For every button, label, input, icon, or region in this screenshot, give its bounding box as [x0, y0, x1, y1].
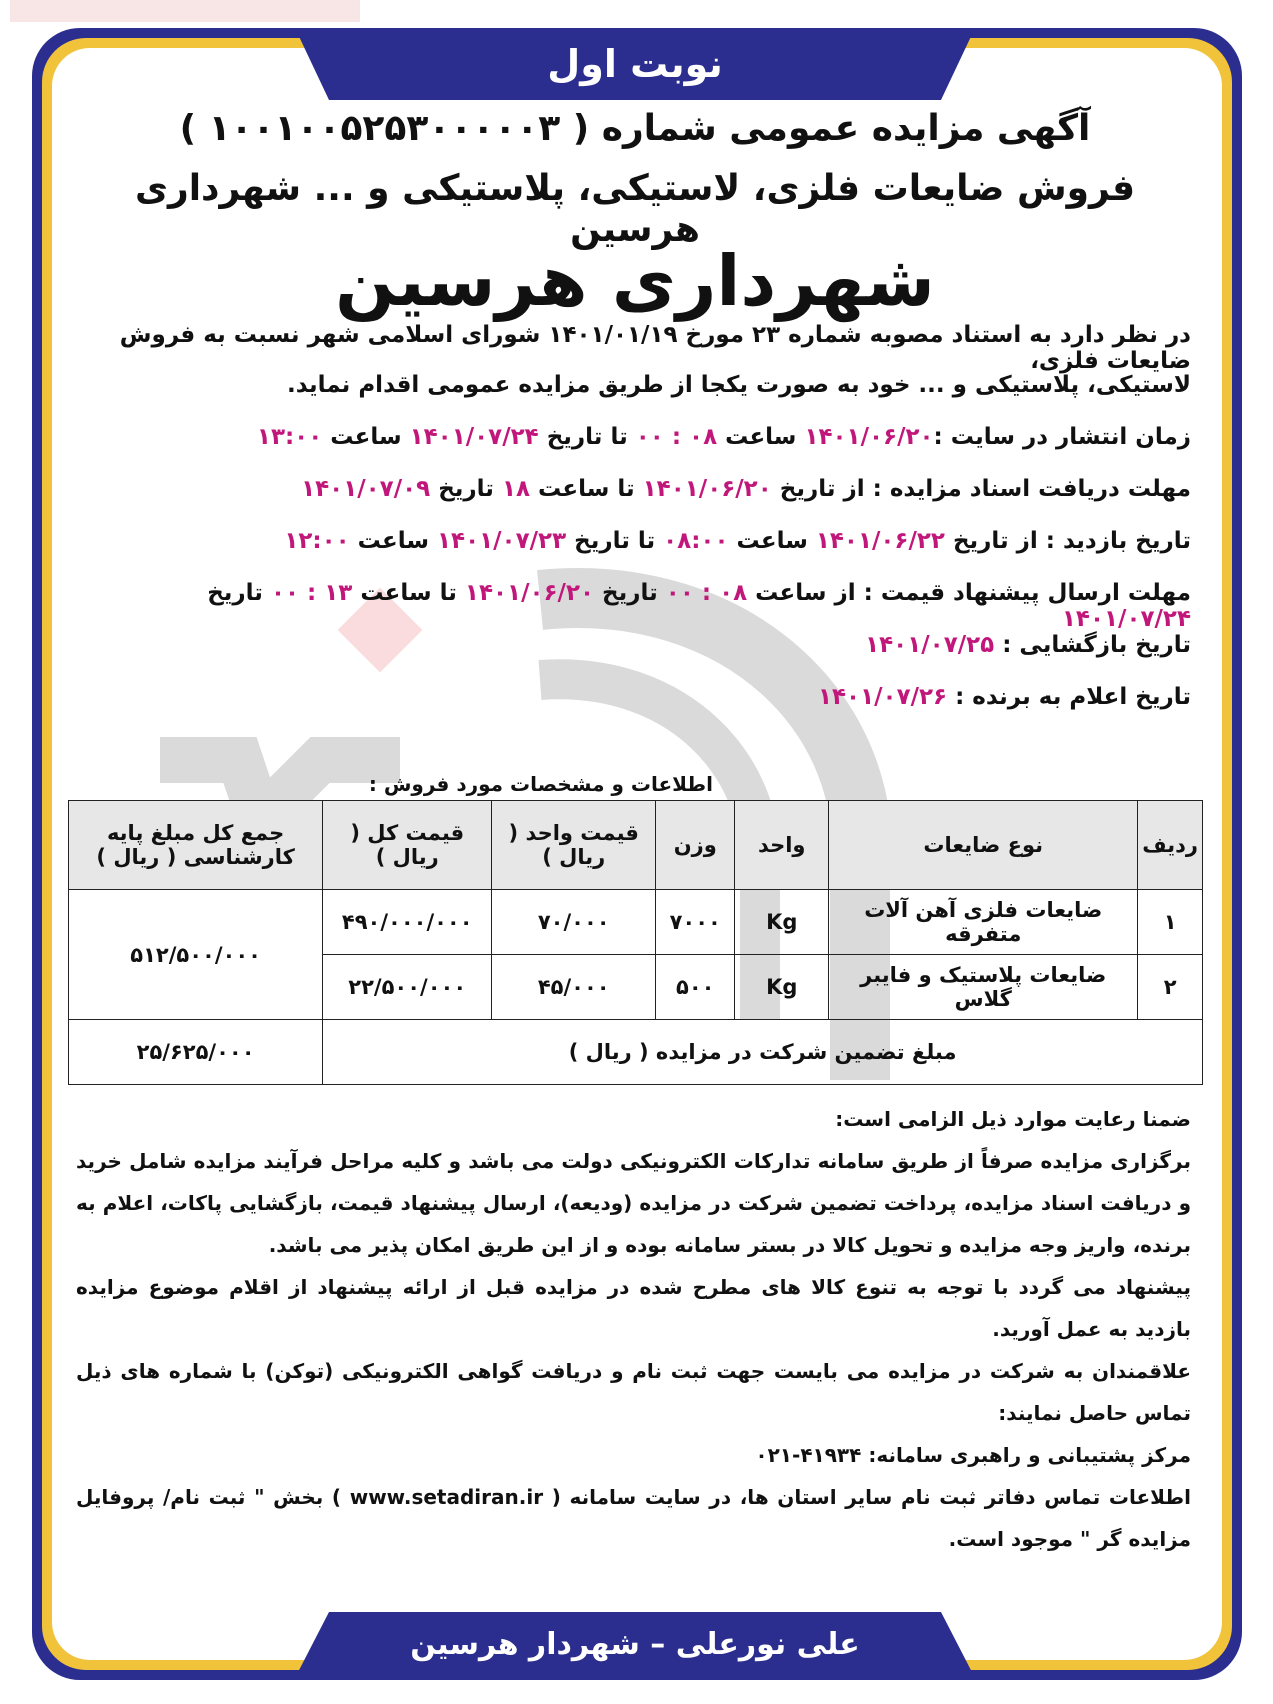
guarantee-row: [69, 1020, 1203, 1085]
schedule-value: ساعت: [717, 424, 805, 450]
schedule-value: ۱۴۰۱/۰۷/۲۴: [409, 424, 539, 450]
schedule-value: ساعت: [728, 528, 816, 554]
unit: Kg: [735, 890, 829, 955]
schedule-value: ۱۴۰۱/۰۷/۰۹: [301, 476, 431, 502]
grand-total: ۵۱۲/۵۰۰/۰۰۰: [69, 890, 323, 1020]
total-price: ۲۲/۵۰۰/۰۰۰: [323, 955, 492, 1020]
schedule-value: ۰۸ : ۰۰: [665, 580, 748, 606]
schedule-value: تاریخ: [430, 476, 502, 502]
schedule-label: مهلت دریافت اسناد مزایده : از تاریخ: [771, 476, 1191, 502]
weight: ۵۰۰: [656, 955, 735, 1020]
notes-support-center: مرکز پشتیبانی و راهبری سامانه: ۴۱۹۳۴-۰۲۱: [755, 1443, 1191, 1467]
schedule-label: تاریخ بازگشایی :: [994, 632, 1191, 658]
schedule-value: تا تاریخ: [538, 424, 636, 450]
schedule-value: ۱۴۰۱/۰۶/۲۲: [815, 528, 945, 554]
schedule-line: [81, 580, 1191, 632]
unit: Kg: [735, 955, 829, 1020]
waste-type: ضایعات پلاستیک و فایبر گلاس: [829, 955, 1138, 1020]
schedule-value: ساعت: [322, 424, 410, 450]
schedule-value: ۱۴۰۱/۰۷/۲۳: [437, 528, 567, 554]
row-number: ۲: [1138, 955, 1203, 1020]
auction-subtitle: فروش ضایعات فلزی، لاستیکی، پلاستیکی و ... شهرداری هرسین: [134, 168, 1136, 250]
schedule-value: ۱۴۰۱/۰۷/۲۴: [1061, 606, 1191, 632]
schedule-value: تاریخ: [207, 580, 271, 606]
schedule-value: تا ساعت: [530, 476, 643, 502]
schedule-value: ۱۴۰۱/۰۶/۲۰: [804, 424, 934, 450]
table-header-row: [69, 801, 1203, 890]
schedule-value: ۰۸:۰۰: [663, 528, 729, 554]
schedule-line: [81, 684, 1191, 710]
schedule-value: تا تاریخ: [566, 528, 664, 554]
col-header-total: قیمت کل ( ریال ): [323, 801, 492, 890]
items-table: [68, 800, 1203, 1085]
weight: ۷۰۰۰: [656, 890, 735, 955]
schedule-label: زمان انتشار در سایت :: [933, 424, 1191, 450]
col-header-unit-price: قیمت واحد ( ریال ): [492, 801, 656, 890]
corner-watermark-strip: [10, 0, 360, 22]
table-row: [69, 890, 1203, 955]
unit-price: ۷۰/۰۰۰: [492, 890, 656, 955]
notes-paragraph-1: برگزاری مزایده صرفاً از طریق سامانه تدارکات الکترونیکی دولت می باشد و کلیه مراحل فرآیند مزایده شامل خرید و دریافت اسناد مزایده، پرداخت تضمین شرکت در مزایده (ودیعه)، ارسال پیشنهاد قیمت، بازگشایی پاکات، اعلام به برنده، واریز وجه مزایده و تحویل کالا در بستر سامانه بوده و از این طریق امکان پذیر می باشد.: [76, 1149, 1191, 1257]
schedule-value: تا ساعت: [352, 580, 465, 606]
schedule-label: تاریخ اعلام به برنده :: [947, 684, 1191, 710]
organization-name: شهرداری هرسین: [335, 240, 935, 322]
intro-line-1: در نظر دارد به استناد مصوبه شماره ۲۳ مورخ ۱۴۰۱/۰۱/۱۹ شورای اسلامی شهر نسبت به فروش ضایعات فلزی،: [119, 322, 1191, 374]
guarantee-label: مبلغ تضمین شرکت در مزایده ( ریال ): [323, 1020, 1203, 1085]
schedule-value: تاریخ: [594, 580, 666, 606]
notes-paragraph-5: اطلاعات تماس دفاتر ثبت نام سایر استان ها، در سایت سامانه ( www.setadiran.ir ) بخش " ثبت نام/ پروفایل مزایده گر " موجود است.: [76, 1485, 1191, 1551]
schedule-label: مهلت ارسال پیشنهاد قیمت : از ساعت: [747, 580, 1191, 606]
notes-heading: ضمنا رعایت موارد ذیل الزامی است:: [835, 1107, 1191, 1131]
table-caption: اطلاعات و مشخصات مورد فروش :: [368, 772, 713, 796]
schedule-value: ۱۴۰۱/۰۶/۲۰: [642, 476, 772, 502]
mayor-signature: علی نورعلی – شهردار هرسین: [410, 1627, 860, 1662]
schedule-line: [81, 632, 1191, 658]
total-price: ۴۹۰/۰۰۰/۰۰۰: [323, 890, 492, 955]
schedule-value: ۱۸: [501, 476, 531, 502]
schedule-line: [81, 476, 1191, 502]
auction-title: آگهی مزایده عمومی شماره ( ۱۰۰۱۰۰۵۲۵۳۰۰۰۰۰۳ ): [179, 108, 1091, 149]
schedule-line: [81, 424, 1191, 450]
col-header-row-no: ردیف: [1138, 801, 1203, 890]
col-header-unit: واحد: [735, 801, 829, 890]
schedule-value: ۱۴۰۱/۰۷/۲۶: [817, 684, 948, 710]
col-header-weight: وزن: [656, 801, 735, 890]
top-banner-text: نوبت اول: [547, 42, 723, 86]
guarantee-value: ۲۵/۶۲۵/۰۰۰: [69, 1020, 323, 1085]
setadiran-link[interactable]: www.setadiran.ir: [349, 1485, 544, 1509]
notes-paragraph-3: علاقمندان به شرکت در مزایده می بایست جهت ثبت نام و دریافت گواهی الکترونیکی (توکن) با شماره های ذیل تماس حاصل نمایند:: [76, 1359, 1191, 1425]
schedule-value: ساعت: [349, 528, 437, 554]
col-header-grand-total: جمع کل مبلغ پایه کارشناسی ( ریال ): [69, 801, 323, 890]
waste-type: ضایعات فلزی آهن آلات متفرقه: [829, 890, 1138, 955]
notes-paragraph-2: پیشنهاد می گردد با توجه به تنوع کالا های مطرح شده در مزایده قبل از ارائه پیشنهاد از اقلام موضوع مزایده بازدید به عمل آورید.: [76, 1275, 1191, 1341]
schedule-value: ۱۴۰۱/۰۷/۲۵: [865, 632, 995, 658]
schedule-value: ۱۲:۰۰: [284, 528, 350, 554]
col-header-type: نوع ضایعات: [829, 801, 1138, 890]
schedule-line: [81, 528, 1191, 554]
schedule-value: ۱۳:۰۰: [256, 424, 323, 450]
schedule-value: ۰۸ : ۰۰: [635, 424, 718, 450]
row-number: ۱: [1138, 890, 1203, 955]
unit-price: ۴۵/۰۰۰: [492, 955, 656, 1020]
schedule-label: تاریخ بازدید : از تاریخ: [944, 528, 1191, 554]
schedule-value: ۱۴۰۱/۰۶/۲۰: [464, 580, 595, 606]
schedule-value: ۱۳ : ۰۰: [270, 580, 353, 606]
notes-section: [76, 1098, 1191, 1560]
intro-line-2: لاستیکی، پلاستیکی و ... خود به صورت یکجا از طریق مزایده عمومی اقدام نماید.: [286, 372, 1191, 398]
